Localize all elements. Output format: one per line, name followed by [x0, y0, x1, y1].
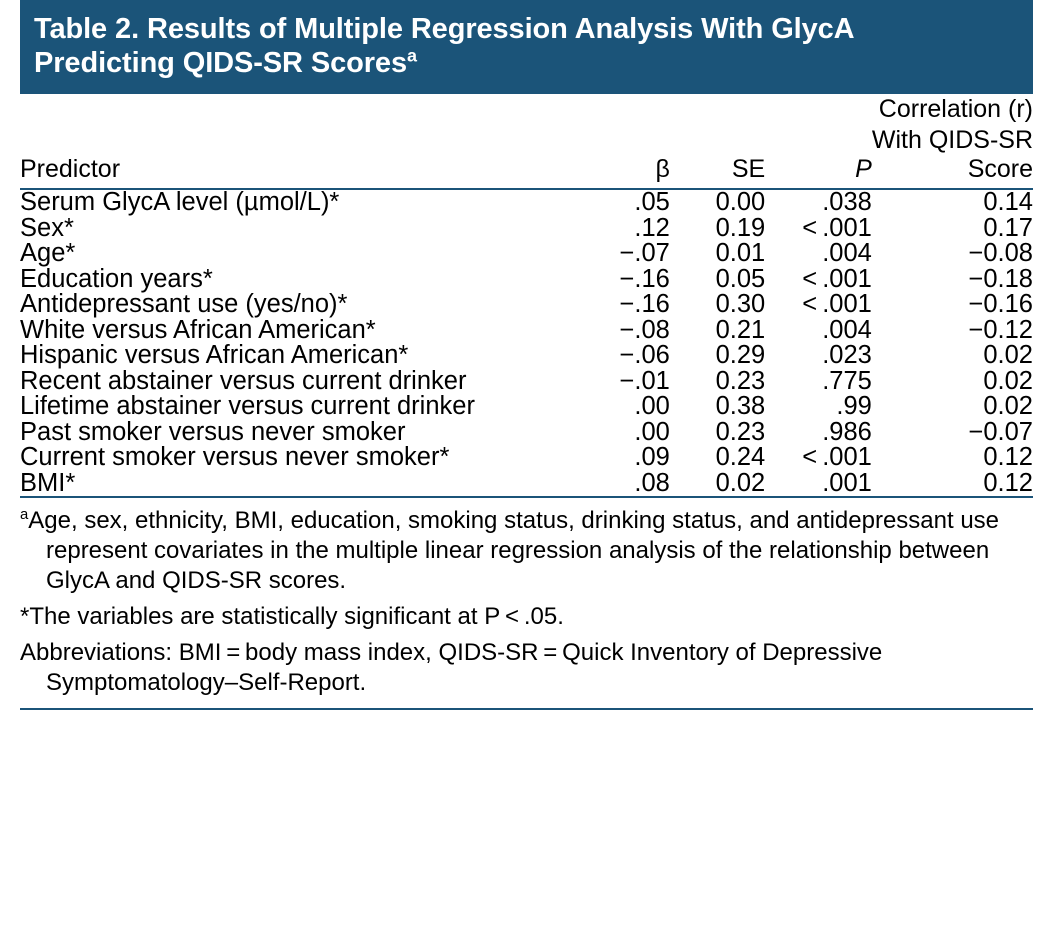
correlation-header-row	[20, 94, 1033, 155]
cell-p: .004	[822, 239, 872, 268]
cell-corr: 0.02	[983, 341, 1033, 370]
cell-se: 0.19	[715, 213, 766, 242]
cell-corr: −0.12	[968, 315, 1033, 344]
cell-predictor: Lifetime abstainer versus current drinker	[20, 392, 475, 421]
cell-se: 0.02	[715, 468, 766, 497]
table-row	[20, 369, 1033, 395]
table-row	[20, 292, 1033, 318]
cell-p: .99	[836, 392, 872, 421]
cell-beta: −.08	[619, 315, 670, 344]
table-title-superscript: a	[407, 45, 417, 66]
cell-corr: −0.08	[968, 239, 1033, 268]
cell-p: < .001	[802, 264, 872, 293]
table-row	[20, 189, 1033, 216]
cell-se: 0.01	[715, 239, 766, 268]
cell-predictor: Sex*	[20, 213, 74, 242]
cell-beta: .00	[634, 392, 670, 421]
cell-predictor: Education years*	[20, 264, 213, 293]
cell-corr: −0.18	[968, 264, 1033, 293]
cell-predictor: Recent abstainer versus current drinker	[20, 366, 467, 395]
cell-beta: .12	[634, 213, 670, 242]
cell-beta: .05	[634, 188, 670, 217]
table-title-line2: Predicting QIDS-SR Scores	[34, 47, 407, 80]
cell-beta: −.01	[619, 366, 670, 395]
cell-beta: −.16	[619, 264, 670, 293]
column-header-se: SE	[670, 155, 765, 189]
cell-corr: −0.07	[968, 417, 1033, 446]
cell-corr: 0.02	[983, 392, 1033, 421]
correlation-header-line1: Correlation (r)	[878, 95, 1033, 124]
column-header-beta: β	[574, 155, 669, 189]
column-header-correlation-score: Score	[872, 155, 1033, 189]
cell-p: < .001	[802, 443, 872, 472]
cell-beta: −.07	[619, 239, 670, 268]
table-title	[34, 12, 1019, 80]
cell-corr: 0.02	[983, 366, 1033, 395]
correlation-header-line2: With QIDS-SR	[871, 125, 1033, 154]
table-footnotes	[20, 498, 1033, 698]
cell-predictor: Past smoker versus never smoker	[20, 417, 406, 446]
table-row	[20, 343, 1033, 369]
cell-se: 0.24	[715, 443, 766, 472]
table-row	[20, 445, 1033, 471]
footnote-a-marker: a	[20, 507, 29, 524]
table-footer-rule	[20, 708, 1033, 710]
cell-p: .038	[822, 188, 872, 217]
column-header-predictor: Predictor	[20, 155, 574, 189]
regression-results-table	[20, 94, 1033, 496]
cell-predictor: Hispanic versus African American*	[20, 341, 409, 370]
cell-predictor: Serum GlycA level (µmol/L)*	[20, 188, 340, 217]
cell-beta: .08	[634, 468, 670, 497]
cell-beta: .00	[634, 417, 670, 446]
column-header-p	[765, 155, 872, 189]
cell-se: 0.21	[715, 315, 766, 344]
cell-p: < .001	[802, 213, 872, 242]
cell-se: 0.23	[715, 417, 766, 446]
cell-predictor: White versus African American*	[20, 315, 376, 344]
cell-p: .023	[822, 341, 872, 370]
cell-p: .004	[822, 315, 872, 344]
footnote-asterisk: *The variables are statistically significant at P < .05.	[20, 603, 564, 631]
cell-se: 0.23	[715, 366, 766, 395]
cell-corr: 0.17	[983, 213, 1033, 242]
cell-predictor: Antidepressant use (yes/no)*	[20, 290, 348, 319]
footnote-abbreviations-text: Abbreviations: BMI = body mass index, QIDS-SR = Quick Inventory of Depressive Symptomatology–Self-Report.	[20, 639, 883, 697]
correlation-header-lines	[872, 94, 1033, 155]
cell-se: 0.05	[715, 264, 766, 293]
table-body	[20, 189, 1033, 496]
cell-se: 0.30	[715, 290, 766, 319]
table-row	[20, 267, 1033, 293]
cell-p: .986	[822, 417, 872, 446]
spacer-cell	[20, 94, 872, 155]
cell-predictor: Age*	[20, 239, 76, 268]
table-row	[20, 394, 1033, 420]
cell-se: 0.00	[715, 188, 766, 217]
cell-predictor: Current smoker versus never smoker*	[20, 443, 450, 472]
table-row	[20, 318, 1033, 344]
table-row	[20, 420, 1033, 446]
cell-p: .001	[822, 468, 872, 497]
cell-beta: −.06	[619, 341, 670, 370]
table-head	[20, 94, 1033, 189]
cell-beta: −.16	[619, 290, 670, 319]
footnote-a	[20, 506, 1033, 596]
table-row	[20, 216, 1033, 242]
table-title-line1: Table 2. Results of Multiple Regression Analysis With GlycA	[34, 13, 855, 45]
column-header-row	[20, 155, 1033, 189]
cell-beta: .09	[634, 443, 670, 472]
cell-p: .775	[822, 366, 872, 395]
footnote-abbreviations	[20, 638, 1033, 698]
column-header-p-italic: P	[855, 155, 872, 184]
cell-se: 0.38	[715, 392, 766, 421]
cell-se: 0.29	[715, 341, 766, 370]
table-title-bar	[20, 0, 1033, 94]
footnote-a-text: Age, sex, ethnicity, BMI, education, smoking status, drinking status, and antidepressant use represent covariates in the multiple linear regression analysis of the relationship between GlycA and QIDS-SR scores.	[28, 507, 1000, 595]
cell-corr: 0.12	[983, 443, 1033, 472]
cell-predictor: BMI*	[20, 468, 76, 497]
table-row	[20, 241, 1033, 267]
table-row	[20, 471, 1033, 497]
cell-corr: 0.12	[983, 468, 1033, 497]
cell-corr: 0.14	[983, 188, 1033, 217]
cell-p: < .001	[802, 290, 872, 319]
cell-corr: −0.16	[968, 290, 1033, 319]
